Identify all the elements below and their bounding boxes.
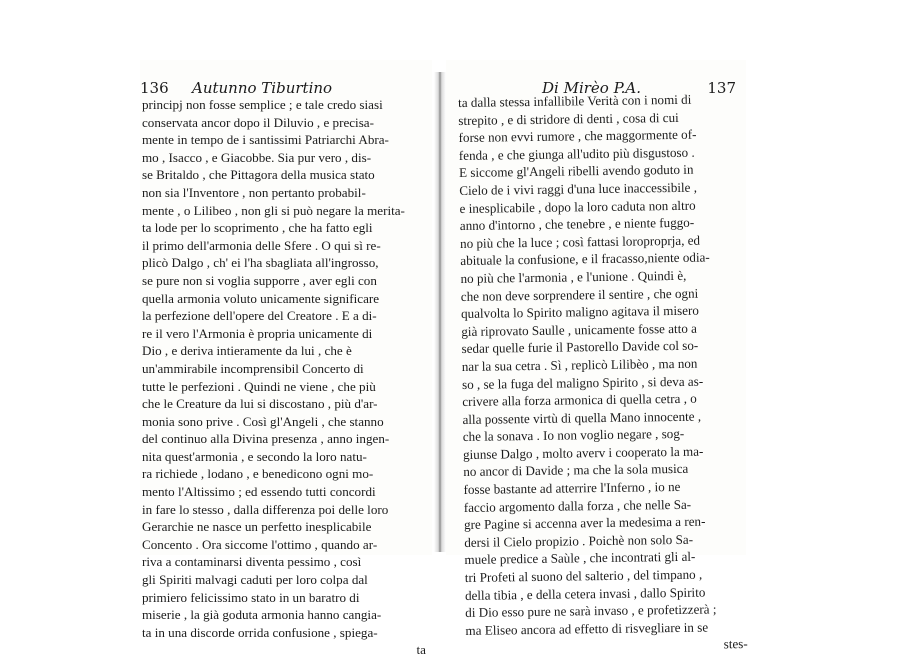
text-line: nita quest'armonia , e secondo la loro natu- (142, 448, 367, 464)
text-line: sedar quelle furie il Pastorello Davide col so- (461, 337, 699, 357)
text-line: gre Pagine si accenna aver la medesima a ren- (463, 513, 706, 533)
text-line: forse non evvi rumore , che maggormente of- (458, 126, 697, 146)
text-line: qualvolta lo Spirito maligno agitava il misero (460, 302, 699, 322)
text-line: miserie , la già goduta armonia hanno cangia- (142, 607, 382, 623)
text-line: E siccome gl'Angeli ribelli avendo goduto in (458, 162, 694, 181)
text-line: se pure non si voglia supporre , aver egli con (142, 272, 377, 288)
text-line: abituale la confusione, e il fracasso,niente odia- (460, 249, 710, 269)
text-line: la perfezione dell'opere del Creatore . E a di- (142, 308, 377, 324)
text-line: fosse bastante ad atterrire l'Inferno , io ne (463, 478, 681, 498)
left-page (140, 60, 432, 658)
book-gutter (434, 72, 446, 552)
right-page-body (458, 90, 754, 657)
text-line: Concento . Ora siccome l'ottimo , quando ar- (142, 536, 378, 552)
text-line: anno d'intorno , che tenebre , e niente fuggo- (459, 214, 695, 234)
text-line: crivere alla forza armonica di quella cetra , o (462, 390, 697, 410)
text-line: fenda , e che giunga all'udito più disgustoso . (458, 144, 695, 163)
text-line: mente , o Lilibeo , non gli si può negare la merita- (142, 202, 405, 218)
text-line: monia sono prive . Così gl'Angeli , che stanno (142, 413, 384, 429)
text-line: tri Profeti al suono del salterio , del timpano , (464, 566, 703, 585)
text-line: muele predice a Saùle , che incontrati gli al- (464, 549, 696, 568)
right-page (446, 60, 748, 652)
left-page-header (140, 78, 432, 98)
text-line: ma Eliseo ancora ad effetto di risvegliare in se (465, 619, 709, 638)
left-page-number: 136 (140, 79, 169, 97)
text-line: che non deve sorprendere il sentire , che ogni (460, 285, 699, 304)
text-line: nar la sua cetra . Sì , replicò Lilibèo , ma non (461, 355, 698, 374)
text-line: gli Spiriti malvagi caduti per loro colpa dal (142, 572, 368, 588)
text-line: mente in tempo de i santissimi Patriarchi Abra- (142, 132, 389, 148)
catchword: stes- (723, 636, 748, 652)
text-line: so , se la fuga del maligno Spirito , si deva as- (461, 373, 704, 392)
text-line: alla possente virtù di quella Mano innocente , (462, 408, 702, 427)
text-line: no ancor di Davide ; ma che la sola musica (463, 461, 689, 480)
left-running-head: Autunno Tiburtino (192, 79, 333, 97)
right-running-head: Di Mirèo P.A. (542, 79, 642, 97)
text-line: un'ammirabile incomprensibil Concerto di (142, 360, 364, 376)
text-line: giunse Dalgo , molto averv i cooperato la ma- (462, 443, 704, 462)
text-line: tutte le perfezioni . Quindi ne viene , che più (142, 378, 376, 394)
text-line: faccio argomento dalla forza , che nelle Sa- (463, 496, 692, 515)
text-line: no più che la luce ; così fattasi loroproprja, ed (459, 232, 701, 251)
left-page-body (142, 96, 432, 659)
text-line: già riprovato Saulle , unicamente fosse atto a (461, 320, 698, 339)
text-line: di Dio esso pure ne sarà invaso , e profetizzerà ; (465, 601, 717, 621)
text-line: riva a contaminarsi diventa pessimo , così (142, 554, 362, 570)
catchword: ta (416, 642, 426, 658)
text-line: re il vero l'Armonia è propria unicamente di (142, 325, 373, 341)
text-line: il primo dell'armonia delle Sfere . O qui sì re- (142, 237, 381, 253)
text-line: non sia l'Inventore , non pertanto probabil- (142, 184, 366, 200)
text-line: primiero felicissimo stato in un baratro di (142, 589, 360, 605)
right-page-number: 137 (707, 79, 736, 97)
text-line: no più che l'armonia , e l'unione . Quindi è, (460, 267, 687, 286)
text-line: ta lode per lo scoprimento , che ha fatto egli (142, 220, 373, 236)
text-line: plicò Dalgo , ch' ei l'ha sbagliata all'ingrosso, (142, 255, 379, 271)
text-line: dersi il Cielo propizio . Poichè non solo Sa- (464, 531, 694, 550)
text-line: che la sonava . Io non voglio negare , sog- (462, 426, 685, 445)
text-line: Dio , e deriva intieramente da lui , che è (142, 343, 352, 359)
text-line: quella armonia voluto unicamente significare (142, 290, 380, 306)
text-line: principj non fosse semplice ; e tale credo siasi (142, 97, 383, 112)
text-line: ra richiede , lodano , e benedicono ogni mo- (142, 466, 374, 482)
text-line: in fare lo stesso , dalla differenza poi delle loro (142, 501, 389, 517)
text-line: della tibia , e della cetera invasi , dallo Spirito (464, 584, 706, 603)
text-line: e inesplicabile , dopo la loro caduta non altro (459, 197, 696, 216)
text-line: se Britaldo , che Pittagora della musica stato (142, 167, 375, 183)
text-line: conservata ancor dopo il Diluvio , e precisa- (142, 114, 374, 130)
text-line: mo , Isacco , e Giacobbe. Sia pur vero , dis- (142, 149, 372, 165)
text-line: che le Creature da lui si discostano , più d'ar- (142, 396, 378, 412)
text-line: mento l'Altissimo ; ed essendo tutti concordi (142, 484, 376, 500)
text-line: Cielo de i vivi raggi d'una luce inaccessibile , (459, 179, 698, 198)
text-line: ta dalla stessa infallibile Verità con i nomi di (458, 91, 692, 110)
text-line: strepito , e di stridore di denti , cosa di cui (458, 109, 679, 128)
text-line: Gerarchie ne nasce un perfetto inesplicabile (142, 519, 372, 535)
text-line: ta in una discorde orrida confusione , spiega- (142, 624, 378, 640)
text-line: del continuo alla Divina presenza , anno ingen- (142, 431, 390, 447)
